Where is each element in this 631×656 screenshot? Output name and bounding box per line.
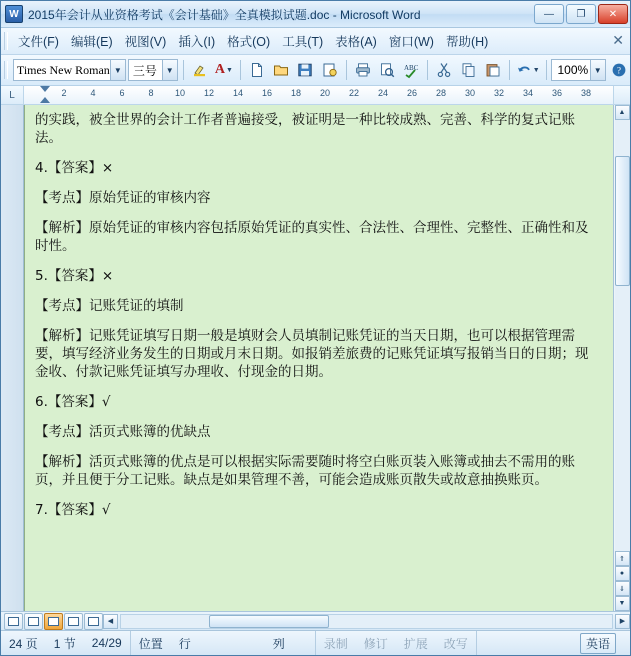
ruler-tick: 20 — [319, 88, 331, 98]
ruler-tick: 16 — [261, 88, 273, 98]
doc-paragraph: 【考点】记账凭证的填制 — [35, 298, 184, 314]
menu-drag-grip[interactable] — [3, 32, 10, 50]
menu-edit[interactable]: 编辑(E) — [70, 35, 113, 49]
vertical-scroll-track[interactable] — [615, 120, 630, 551]
doc-paragraph: 【解析】活页式账簿的优点是可以根据实际需要随时将空白账页装入账簿或抽去不需用的账页，并且便于分工记账。缺点是如果管理不善，可能会造成账页散失或故意抽换账页。 — [35, 454, 575, 488]
minimize-button[interactable]: — — [534, 4, 564, 24]
status-ime-indicator[interactable] — [572, 631, 630, 655]
status-record-button[interactable]: 录制 — [323, 636, 348, 651]
word-app-icon: W — [5, 5, 23, 23]
chevron-down-icon[interactable]: ▼ — [590, 60, 605, 80]
view-print-layout-button[interactable] — [44, 613, 63, 630]
view-reading-button[interactable] — [84, 613, 103, 630]
menu-help[interactable]: 帮助(H) — [445, 35, 489, 49]
window-title: 2015年会计从业资格考试《会计基础》全真模拟试题.doc - Microsoft Word — [28, 7, 421, 22]
vertical-scroll-thumb[interactable] — [615, 156, 630, 286]
menu-format[interactable]: 格式(O) — [227, 35, 271, 49]
toolbar-separator — [183, 60, 184, 80]
toolbar-separator — [346, 60, 347, 80]
permission-icon[interactable] — [319, 57, 341, 83]
ruler-tick: 22 — [348, 88, 360, 98]
zoom-combo[interactable] — [551, 59, 605, 81]
chevron-down-icon[interactable]: ▼ — [110, 60, 125, 80]
status-position: 位置 — [138, 636, 163, 651]
print-icon[interactable] — [352, 57, 374, 83]
ruler-tick: 28 — [435, 88, 447, 98]
ruler-tick: 4 — [90, 88, 96, 98]
font-size-combo[interactable] — [128, 59, 178, 81]
zoom-value: 100% — [557, 63, 589, 77]
paste-icon[interactable] — [482, 57, 504, 83]
status-column: 列 — [265, 631, 316, 655]
view-normal-button[interactable] — [4, 613, 23, 630]
ruler-tick: 24 — [377, 88, 389, 98]
toolbar-separator — [240, 60, 241, 80]
doc-paragraph: 【解析】记账凭证填写日期一般是填财会人员填制记账凭证的当天日期，也可以根据管理需要，填写经济业务发生的日期或月末日期。如报销差旅费的记账凭证填写报销当日的日期；现金收、付款记账凭证填写办理收、付现金的日期。 — [35, 328, 589, 380]
doc-paragraph: 的实践，被全世界的会计工作者普遍接受，被证明是一种比较成熟、完善、科学的复式记账法。 — [35, 112, 575, 146]
ruler-tick: 12 — [203, 88, 215, 98]
spelling-check-icon[interactable] — [400, 57, 422, 83]
horizontal-scroll-track[interactable] — [120, 614, 613, 629]
menu-tools[interactable]: 工具(T) — [282, 35, 324, 49]
left-indent-marker[interactable] — [40, 97, 50, 103]
font-size-value: 三号 — [132, 63, 157, 78]
save-icon[interactable] — [294, 57, 316, 83]
undo-icon[interactable]: ▼ — [515, 57, 541, 83]
maximize-button[interactable]: ❐ — [566, 4, 596, 24]
doc-paragraph: 【考点】活页式账簿的优缺点 — [35, 424, 211, 440]
title-bar — [1, 1, 630, 28]
chevron-down-icon[interactable]: ▼ — [162, 60, 177, 80]
toolbar-drag-grip[interactable] — [3, 61, 9, 79]
close-button[interactable]: ✕ — [598, 4, 628, 24]
ruler-tick: 34 — [522, 88, 534, 98]
doc-paragraph: 5.【答案】× — [35, 268, 114, 284]
svg-text:?: ? — [616, 65, 621, 76]
new-document-icon[interactable] — [246, 57, 268, 83]
ruler-tick: 30 — [464, 88, 476, 98]
scroll-left-button[interactable]: ◀ — [103, 614, 118, 629]
ruler-tick: 6 — [119, 88, 125, 98]
menu-bar — [1, 28, 630, 55]
view-outline-button[interactable] — [64, 613, 83, 630]
ruler-tick: 2 — [61, 88, 67, 98]
svg-text:ABC: ABC — [404, 64, 419, 72]
status-section: 1 节 — [53, 636, 76, 651]
doc-paragraph: 4.【答案】× — [35, 160, 114, 176]
ruler-tick: 8 — [148, 88, 154, 98]
status-page: 24 页 — [9, 636, 38, 651]
formatting-toolbar — [1, 55, 630, 86]
menu-file[interactable]: 文件(F) — [18, 35, 59, 49]
status-line: 行 — [178, 636, 191, 651]
first-line-indent-marker[interactable] — [40, 86, 50, 92]
scroll-down-button[interactable]: ▼ — [615, 596, 630, 611]
ruler-tick: 10 — [174, 88, 186, 98]
help-icon[interactable] — [608, 57, 630, 83]
status-bar — [1, 630, 630, 655]
ime-language-label: 英语 — [580, 633, 616, 654]
menu-insert[interactable]: 插入(I) — [178, 35, 216, 49]
toolbar-separator — [509, 60, 510, 80]
copy-icon[interactable] — [457, 57, 479, 83]
doc-paragraph: 7.【答案】√ — [35, 502, 111, 518]
status-extend-button[interactable]: 扩展 — [403, 636, 428, 651]
tab-selector-button[interactable]: L — [1, 86, 24, 104]
previous-page-button[interactable]: ⇑ — [615, 551, 630, 566]
menu-view[interactable]: 视图(V) — [124, 35, 167, 49]
window-controls — [534, 4, 628, 24]
menu-table[interactable]: 表格(A) — [335, 35, 377, 49]
vertical-scrollbar[interactable] — [613, 105, 630, 611]
ruler-tick: 38 — [580, 88, 592, 98]
document-area — [1, 105, 630, 611]
horizontal-scroll-row — [1, 611, 630, 630]
highlight-icon[interactable] — [189, 57, 211, 83]
menu-window[interactable]: 窗口(W) — [388, 35, 434, 49]
font-color-icon[interactable]: A ▼ — [214, 62, 233, 77]
doc-paragraph: 6.【答案】√ — [35, 394, 111, 410]
font-name-combo[interactable] — [13, 59, 126, 81]
document-page[interactable] — [24, 105, 613, 611]
doc-paragraph: 【解析】原始凭证的审核内容包括原始凭证的真实性、合法性、合理性、完整性、正确性和及时性。 — [35, 220, 589, 254]
ruler-row — [1, 86, 630, 105]
next-page-button[interactable]: ⇓ — [615, 581, 630, 596]
page-viewport — [24, 105, 613, 611]
ruler-tick: 18 — [290, 88, 302, 98]
open-icon[interactable] — [270, 57, 292, 83]
ruler-tick: 26 — [406, 88, 418, 98]
left-margin-bar — [1, 105, 24, 611]
status-overtype-button[interactable]: 改写 — [436, 631, 477, 655]
ruler-tick: 36 — [551, 88, 563, 98]
status-track-changes-button[interactable]: 修订 — [363, 636, 388, 651]
toolbar-separator — [427, 60, 428, 80]
status-page-of: 24/29 — [84, 631, 131, 655]
doc-paragraph: 【考点】原始凭证的审核内容 — [35, 190, 211, 206]
horizontal-scroll-thumb[interactable] — [209, 615, 329, 628]
horizontal-ruler[interactable] — [24, 86, 613, 104]
print-preview-icon[interactable] — [376, 57, 398, 83]
ruler-tick: 14 — [232, 88, 244, 98]
font-name-value: Times New Roman — [16, 62, 110, 77]
toolbar-separator — [546, 60, 547, 80]
select-browse-object-button[interactable]: ● — [615, 566, 630, 581]
ruler-tick: 32 — [493, 88, 505, 98]
cut-icon[interactable] — [433, 57, 455, 83]
scroll-up-button[interactable]: ▲ — [615, 105, 630, 120]
ruler-right-edge — [613, 86, 630, 104]
scroll-right-button[interactable]: ▶ — [615, 614, 630, 629]
view-buttons-group — [1, 613, 103, 630]
view-web-layout-button[interactable] — [24, 613, 43, 630]
close-document-icon[interactable]: ✕ — [612, 32, 624, 48]
